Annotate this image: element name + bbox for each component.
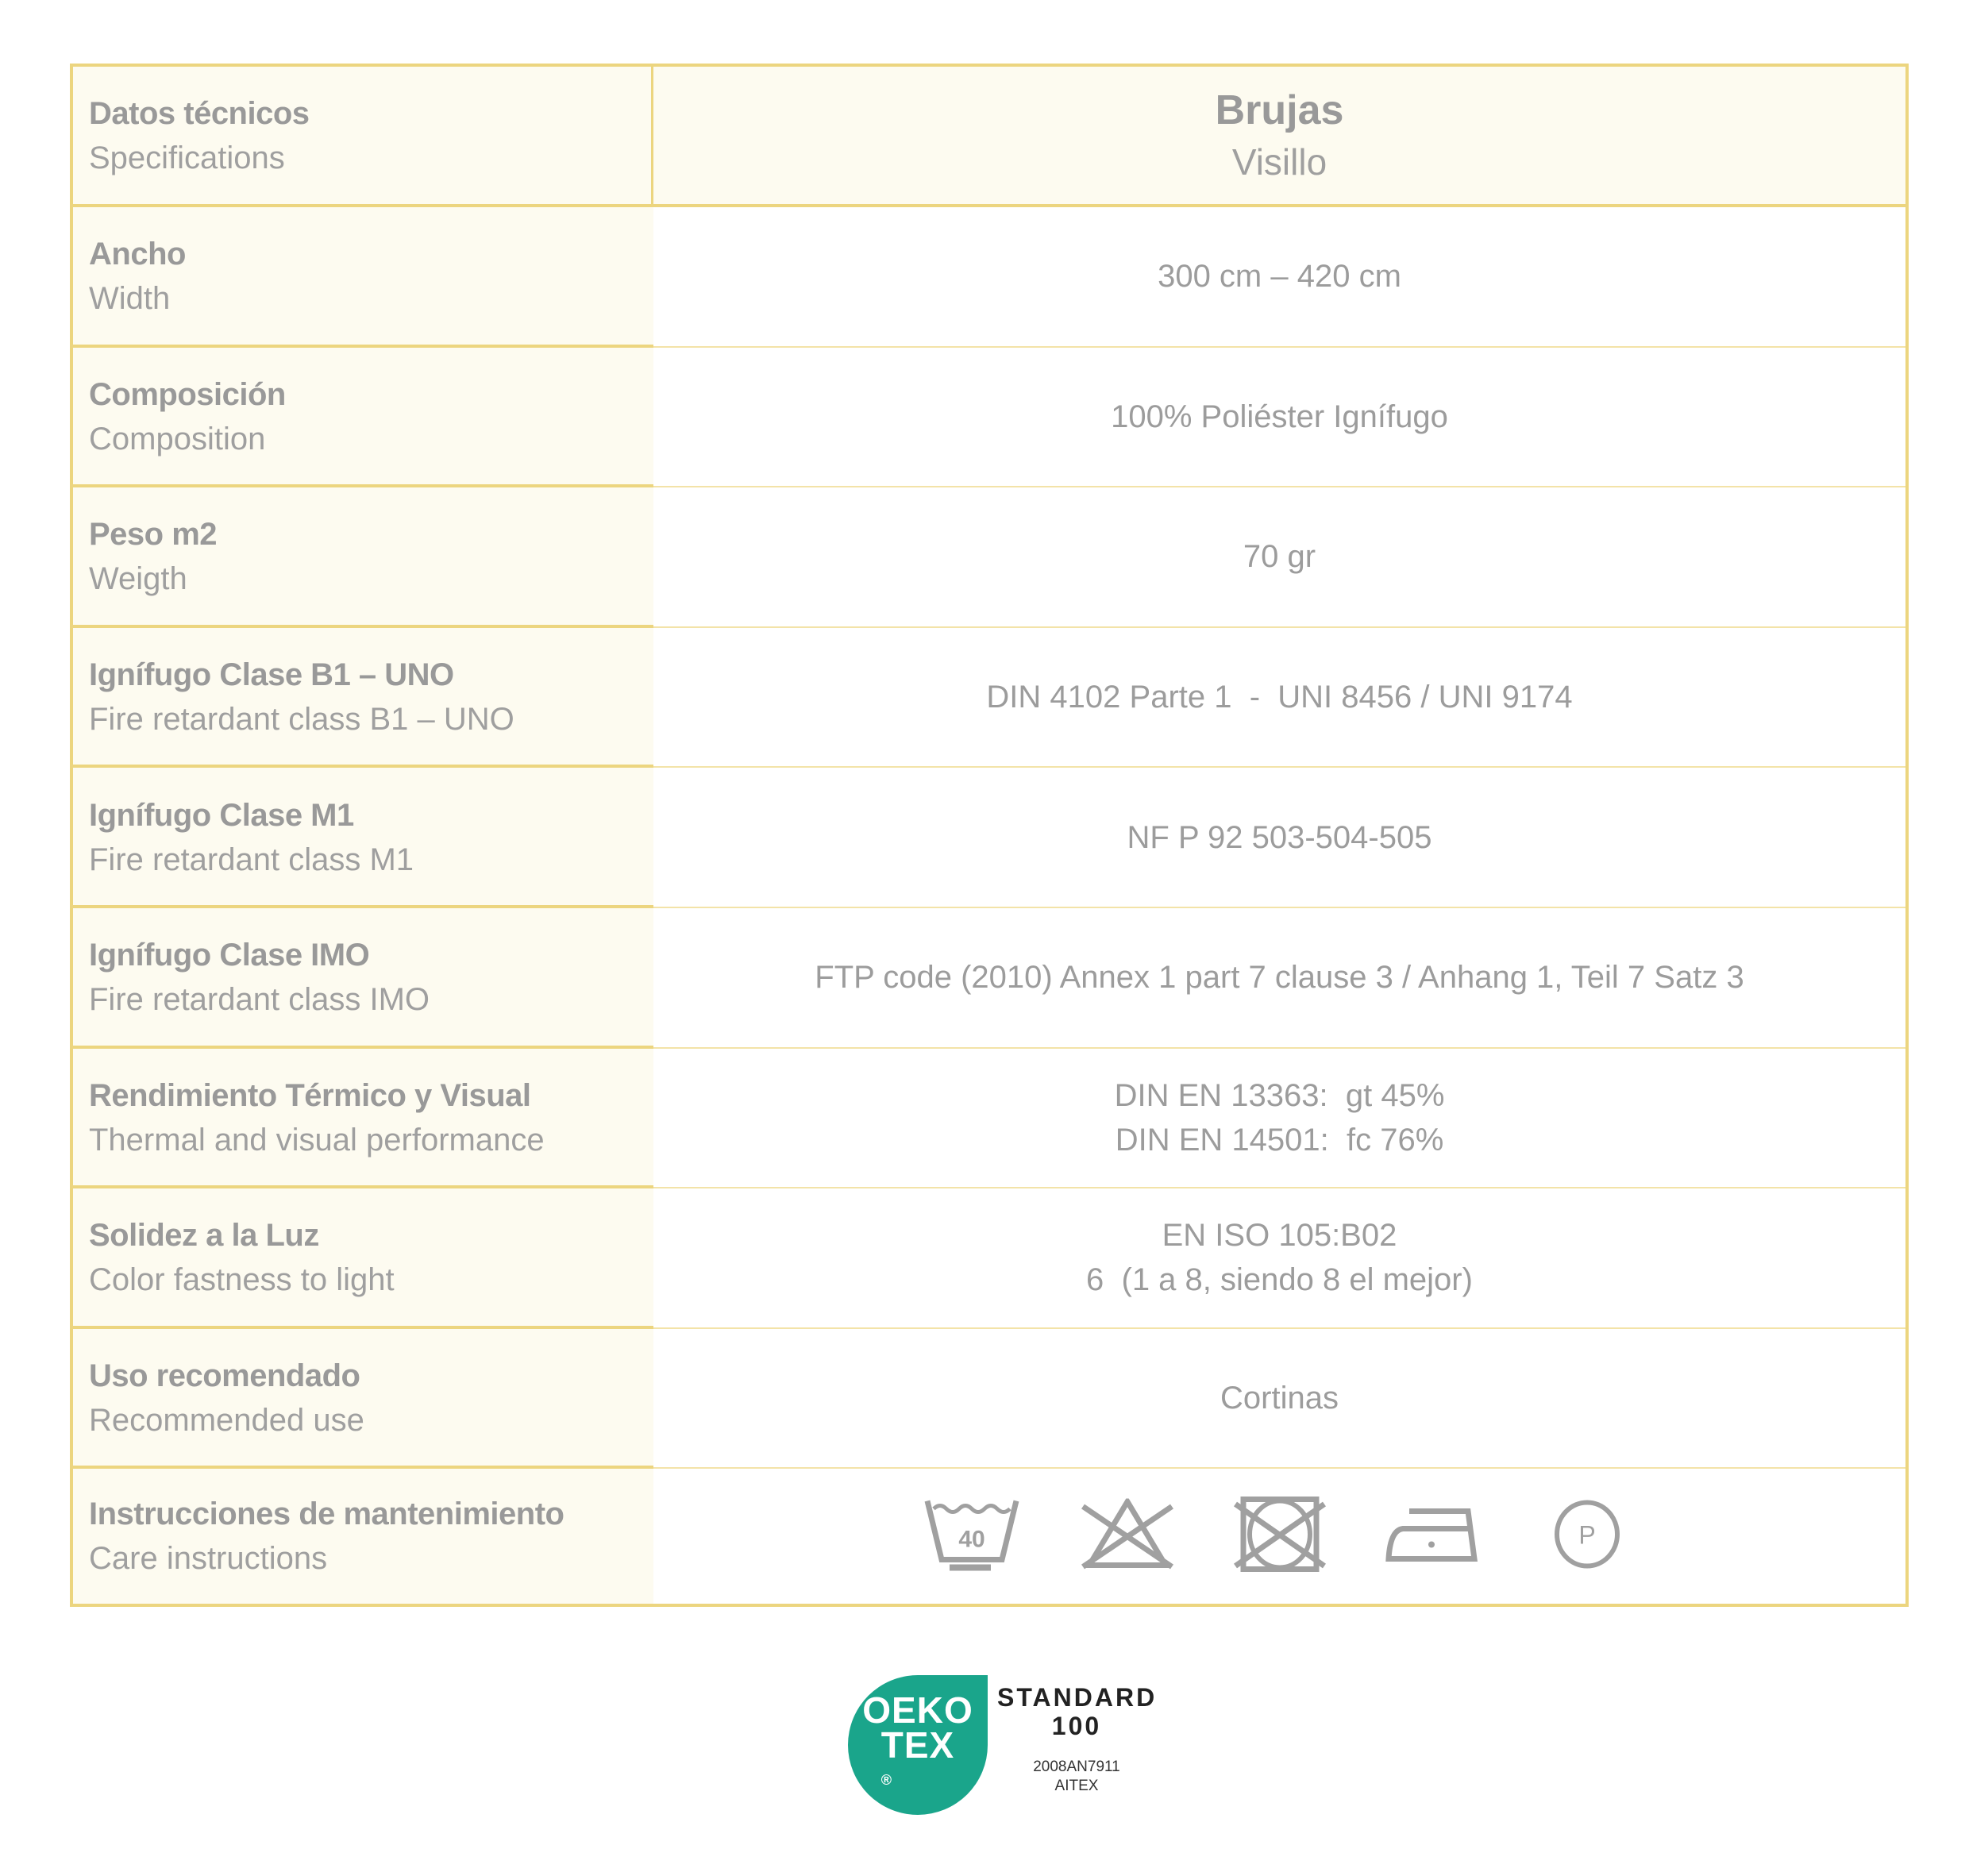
row-label-en: Weigth xyxy=(89,561,187,597)
table-row xyxy=(73,768,1905,908)
row-value: Cortinas xyxy=(1220,1381,1339,1416)
table-row xyxy=(73,348,1905,488)
table-row xyxy=(73,1049,1905,1189)
row-value: NF P 92 503-504-505 xyxy=(1127,819,1432,855)
do-not-bleach-icon xyxy=(1080,1499,1175,1574)
row-label-en: Fire retardant class IMO xyxy=(89,982,430,1018)
row-label-es: Ignífugo Clase IMO xyxy=(89,938,370,973)
table-row xyxy=(73,908,1905,1049)
row-value: 300 cm – 420 cm xyxy=(1158,259,1401,295)
table-row xyxy=(73,487,1905,628)
row-label-en: Composition xyxy=(89,421,266,456)
table-row xyxy=(73,1469,1905,1604)
standard-label: STANDARD xyxy=(997,1683,1158,1712)
dry-clean-letter: P xyxy=(1578,1520,1596,1550)
certification-institute: AITEX xyxy=(1054,1778,1099,1794)
row-value-cell xyxy=(653,348,1905,487)
row-value: DIN EN 14501: fc 76% xyxy=(1115,1122,1444,1158)
row-value: 100% Poliéster Ignífugo xyxy=(1111,399,1448,434)
specifications-table xyxy=(70,64,1909,1607)
row-label-es: Ignífugo Clase B1 – UNO xyxy=(89,657,454,693)
row-label-en: Color fastness to light xyxy=(89,1262,395,1298)
do-not-tumble-dry-icon xyxy=(1232,1497,1327,1577)
row-label-en: Width xyxy=(89,281,171,317)
row-label-cell xyxy=(73,908,653,1047)
table-row xyxy=(73,207,1905,348)
row-value-cell xyxy=(653,768,1905,907)
row-value: DIN 4102 Parte 1 - UNI 8456 / UNI 9174 xyxy=(986,680,1573,715)
header-label-es: Datos técnicos xyxy=(89,95,310,131)
row-label-es: Ignífugo Clase M1 xyxy=(89,797,354,833)
logo-tex-text xyxy=(880,1724,955,1797)
row-label-en: Fire retardant class B1 – UNO xyxy=(89,702,514,738)
oeko-tex-logo xyxy=(848,1675,988,1815)
row-value: EN ISO 105:B02 xyxy=(1162,1218,1397,1254)
table-row xyxy=(73,1329,1905,1470)
table-row xyxy=(73,1188,1905,1329)
wash-temperature: 40 xyxy=(958,1526,985,1553)
row-label-cell xyxy=(73,768,653,907)
row-value-cell xyxy=(653,207,1905,346)
row-label-cell xyxy=(73,628,653,767)
row-label-cell xyxy=(73,1329,653,1468)
row-value-cell xyxy=(653,628,1905,767)
row-value-cell xyxy=(653,487,1905,626)
table-header xyxy=(73,67,1905,207)
row-label-cell xyxy=(73,1188,653,1327)
logo-tex-word: TEX xyxy=(880,1724,955,1766)
iron-low-icon xyxy=(1385,1507,1481,1566)
row-label-es: Rendimiento Térmico y Visual xyxy=(89,1077,531,1113)
row-label-en: Recommended use xyxy=(89,1403,364,1439)
logo-oeko-text: OEKO xyxy=(862,1689,973,1731)
dry-clean-p-icon xyxy=(1551,1499,1623,1574)
header-label-en: Specifications xyxy=(89,140,285,175)
row-label-es: Ancho xyxy=(89,237,186,272)
row-value-cell xyxy=(653,908,1905,1047)
wash-40-gentle-icon xyxy=(924,1497,1019,1577)
registered-mark: ® xyxy=(880,1772,893,1788)
row-label-es: Instrucciones de mantenimiento xyxy=(89,1497,564,1532)
row-value-cell xyxy=(653,1049,1905,1188)
row-label-cell xyxy=(73,1049,653,1188)
product-name: Brujas xyxy=(1215,87,1344,133)
row-label-cell xyxy=(73,207,653,346)
table-row xyxy=(73,628,1905,769)
oeko-tex-certification xyxy=(848,1675,1166,1826)
header-label-cell xyxy=(73,67,653,204)
standard-number: 100 xyxy=(1051,1712,1102,1740)
row-value-cell xyxy=(653,1469,1905,1604)
row-value: 6 (1 a 8, siendo 8 el mejor) xyxy=(1086,1262,1473,1298)
row-label-es: Peso m2 xyxy=(89,517,218,553)
certification-text xyxy=(997,1683,1156,1796)
row-label-es: Solidez a la Luz xyxy=(89,1218,319,1254)
row-value: DIN EN 13363: gt 45% xyxy=(1114,1077,1445,1113)
header-product-cell xyxy=(653,67,1905,204)
product-type: Visillo xyxy=(1231,141,1327,183)
row-label-en: Fire retardant class M1 xyxy=(89,842,414,877)
row-value: FTP code (2010) Annex 1 part 7 clause 3 / Anhang 1, Teil 7 Satz 3 xyxy=(815,960,1744,996)
row-label-cell xyxy=(73,487,653,626)
row-value: 70 gr xyxy=(1243,539,1316,575)
row-label-es: Composición xyxy=(89,376,286,412)
row-label-es: Uso recomendado xyxy=(89,1358,360,1394)
row-value-cell xyxy=(653,1188,1905,1327)
care-icons xyxy=(653,1469,1905,1604)
row-label-en: Care instructions xyxy=(89,1541,328,1577)
row-label-cell xyxy=(73,1469,653,1604)
certificate-code: 2008AN7911 xyxy=(1033,1759,1120,1775)
row-label-en: Thermal and visual performance xyxy=(89,1122,545,1158)
row-label-cell xyxy=(73,348,653,487)
row-value-cell xyxy=(653,1329,1905,1468)
